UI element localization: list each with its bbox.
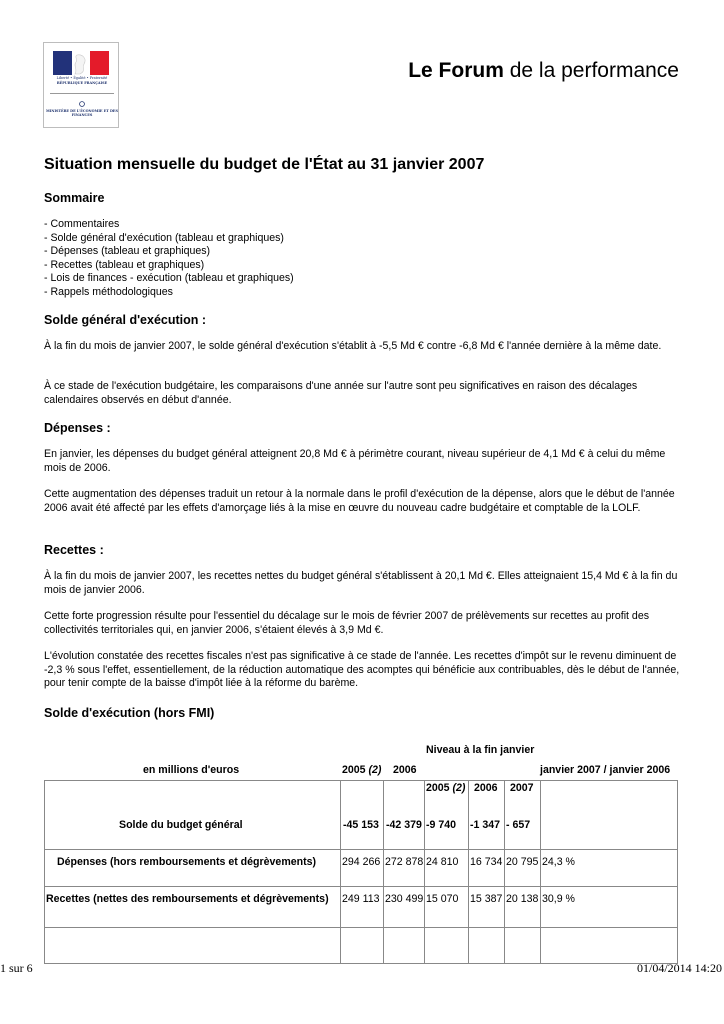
table-cell bbox=[540, 927, 678, 964]
row-depenses-jan-2005: 24 810 bbox=[426, 856, 459, 868]
unit-label: en millions d'euros bbox=[143, 764, 240, 776]
solde-heading: Solde général d'exécution : bbox=[44, 313, 207, 327]
recettes-paragraph-2: Cette forte progression résulte pour l'essentiel du décalage sur le mois de février 2007 de prélèvements sur recettes au profit des collectivités territoriales qui, en janvier 2006, s'étaient élevés à 3,9 Md €. bbox=[44, 610, 650, 636]
table-heading: Solde d'exécution (hors FMI) bbox=[44, 706, 215, 720]
sommaire-item-depenses[interactable]: - Dépenses (tableau et graphiques) bbox=[44, 245, 211, 258]
sommaire-item-lois-finances[interactable]: - Lois de finances - exécution (tableau et graphiques) bbox=[44, 272, 294, 285]
col-ratio-header: janvier 2007 / janvier 2006 bbox=[540, 764, 671, 776]
forum-title-bold: Le Forum bbox=[408, 59, 504, 82]
sommaire-item-commentaires[interactable]: - Commentaires bbox=[44, 218, 120, 230]
row-depenses-2006: 272 878 bbox=[385, 856, 424, 868]
logo-divider bbox=[50, 93, 114, 94]
row-depenses-label: Dépenses (hors remboursements et dégrèvements) bbox=[57, 856, 317, 868]
table-cell bbox=[424, 927, 469, 964]
row-depenses-jan-2006: 16 734 bbox=[470, 856, 503, 868]
recettes-paragraph-3: L'évolution constatée des recettes fiscales n'est pas significative à ce stade de l'année. Les recettes d'impôt sur le revenu diminuent de -2,3 % sous l'effet, essentiellement, de la réduction automatique des acomptes qui bénéficie aux contribuables, dès le début de l'année, pour tenir compte de la baisse d'impôt liée à la réforme du barème. bbox=[44, 650, 680, 690]
row-solde-jan-2007: - 657 bbox=[506, 819, 531, 831]
depenses-paragraph-1: En janvier, les dépenses du budget général atteignent 20,8 Md € à périmètre courant, niveau supérieur de 4,1 Md € à celui du même mois de 2006. bbox=[44, 448, 666, 474]
sommaire-item-recettes[interactable]: - Recettes (tableau et graphiques) bbox=[44, 258, 205, 271]
col-2006-header: 2006 bbox=[393, 764, 417, 776]
recettes-heading: Recettes : bbox=[44, 543, 104, 557]
sub-2005-text: 2005 bbox=[426, 782, 453, 794]
ministry-emblem-icon bbox=[79, 101, 85, 107]
sub-2005-header bbox=[426, 782, 465, 795]
table-cell-label bbox=[44, 780, 341, 850]
row-recettes-2006: 230 499 bbox=[385, 893, 424, 905]
row-recettes-jan-2006: 15 387 bbox=[470, 893, 503, 905]
solde-paragraph-2: À ce stade de l'exécution budgétaire, les comparaisons d'une année sur l'autre sont peu significatives en raison des décalages calendaires observés en début d'année. bbox=[44, 380, 638, 406]
logo-motto: Liberté • Égalité • Fraternité bbox=[56, 76, 108, 80]
row-recettes-jan-2005: 15 070 bbox=[426, 893, 459, 905]
row-recettes-ratio: 30,9 % bbox=[542, 893, 575, 905]
table-cell bbox=[383, 927, 425, 964]
row-depenses-jan-2007: 20 795 bbox=[506, 856, 539, 868]
sommaire-item-solde[interactable]: - Solde général d'exécution (tableau et graphiques) bbox=[44, 231, 284, 244]
table-cell bbox=[383, 780, 425, 850]
republique-francaise-logo bbox=[43, 42, 119, 128]
logo-ministry: MINISTÈRE DE L'ÉCONOMIE ET DES FINANCES bbox=[46, 109, 118, 117]
recettes-paragraph-1: À la fin du mois de janvier 2007, les recettes nettes du budget général s'établissent à 20,1 Md €. Elles atteignaient 15,4 Md € à la fin du mois de janvier 2006. bbox=[44, 570, 678, 596]
row-solde-label: Solde du budget général bbox=[119, 819, 243, 831]
forum-title-rest: de la performance bbox=[503, 59, 679, 82]
table-cell bbox=[504, 927, 541, 964]
row-depenses-ratio: 24,3 % bbox=[542, 856, 575, 868]
sub-2006-header: 2006 bbox=[474, 782, 498, 794]
logo-republique: RÉPUBLIQUE FRANÇAISE bbox=[56, 81, 108, 85]
print-date: 01/04/2014 14:20 bbox=[636, 961, 722, 975]
table-cell bbox=[540, 780, 678, 850]
marianne-flag-icon bbox=[53, 51, 109, 75]
sommaire-heading: Sommaire bbox=[44, 191, 105, 205]
row-recettes-jan-2007: 20 138 bbox=[506, 893, 539, 905]
col-2005-text: 2005 bbox=[342, 764, 369, 776]
col-2005-note: (2) bbox=[368, 764, 382, 776]
solde-paragraph-1: À la fin du mois de janvier 2007, le solde général d'exécution s'établit à -5,5 Md € contre -6,8 Md € l'année dernière à la même date. bbox=[44, 340, 662, 352]
forum-title bbox=[408, 58, 679, 84]
col-2005-header bbox=[342, 764, 381, 777]
row-solde-jan-2005: -9 740 bbox=[426, 819, 457, 831]
row-depenses-2005: 294 266 bbox=[342, 856, 381, 868]
table-cell bbox=[340, 780, 384, 850]
depenses-heading: Dépenses : bbox=[44, 421, 111, 435]
row-recettes-2005: 249 113 bbox=[342, 893, 380, 905]
page-number: 1 sur 6 bbox=[0, 961, 33, 975]
table-cell-label bbox=[44, 927, 341, 964]
row-solde-2006: -42 379 bbox=[386, 819, 422, 831]
sub-2007-header: 2007 bbox=[510, 782, 534, 794]
table-cell bbox=[468, 927, 505, 964]
depenses-paragraph-2: Cette augmentation des dépenses traduit un retour à la normale dans le profil d'exécution de la dépense, alors que le début de l'année 2006 avait été affecté par les effets d'amorçage liés à la mise en œuvre du nouveau cadre budgétaire et comptable de la LOLF. bbox=[44, 488, 675, 514]
row-recettes-label: Recettes (nettes des remboursements et dégrèvements) bbox=[46, 893, 329, 905]
table-cell bbox=[340, 927, 384, 964]
sub-2005-note: (2) bbox=[452, 782, 466, 794]
row-solde-2005: -45 153 bbox=[343, 819, 379, 831]
niveau-label: Niveau à la fin janvier bbox=[426, 744, 535, 756]
row-solde-jan-2006: -1 347 bbox=[470, 819, 501, 831]
sommaire-item-rappels[interactable]: - Rappels méthodologiques bbox=[44, 285, 173, 298]
sommaire-list bbox=[44, 218, 294, 300]
page-title: Situation mensuelle du budget de l'État au 31 janvier 2007 bbox=[44, 156, 485, 173]
